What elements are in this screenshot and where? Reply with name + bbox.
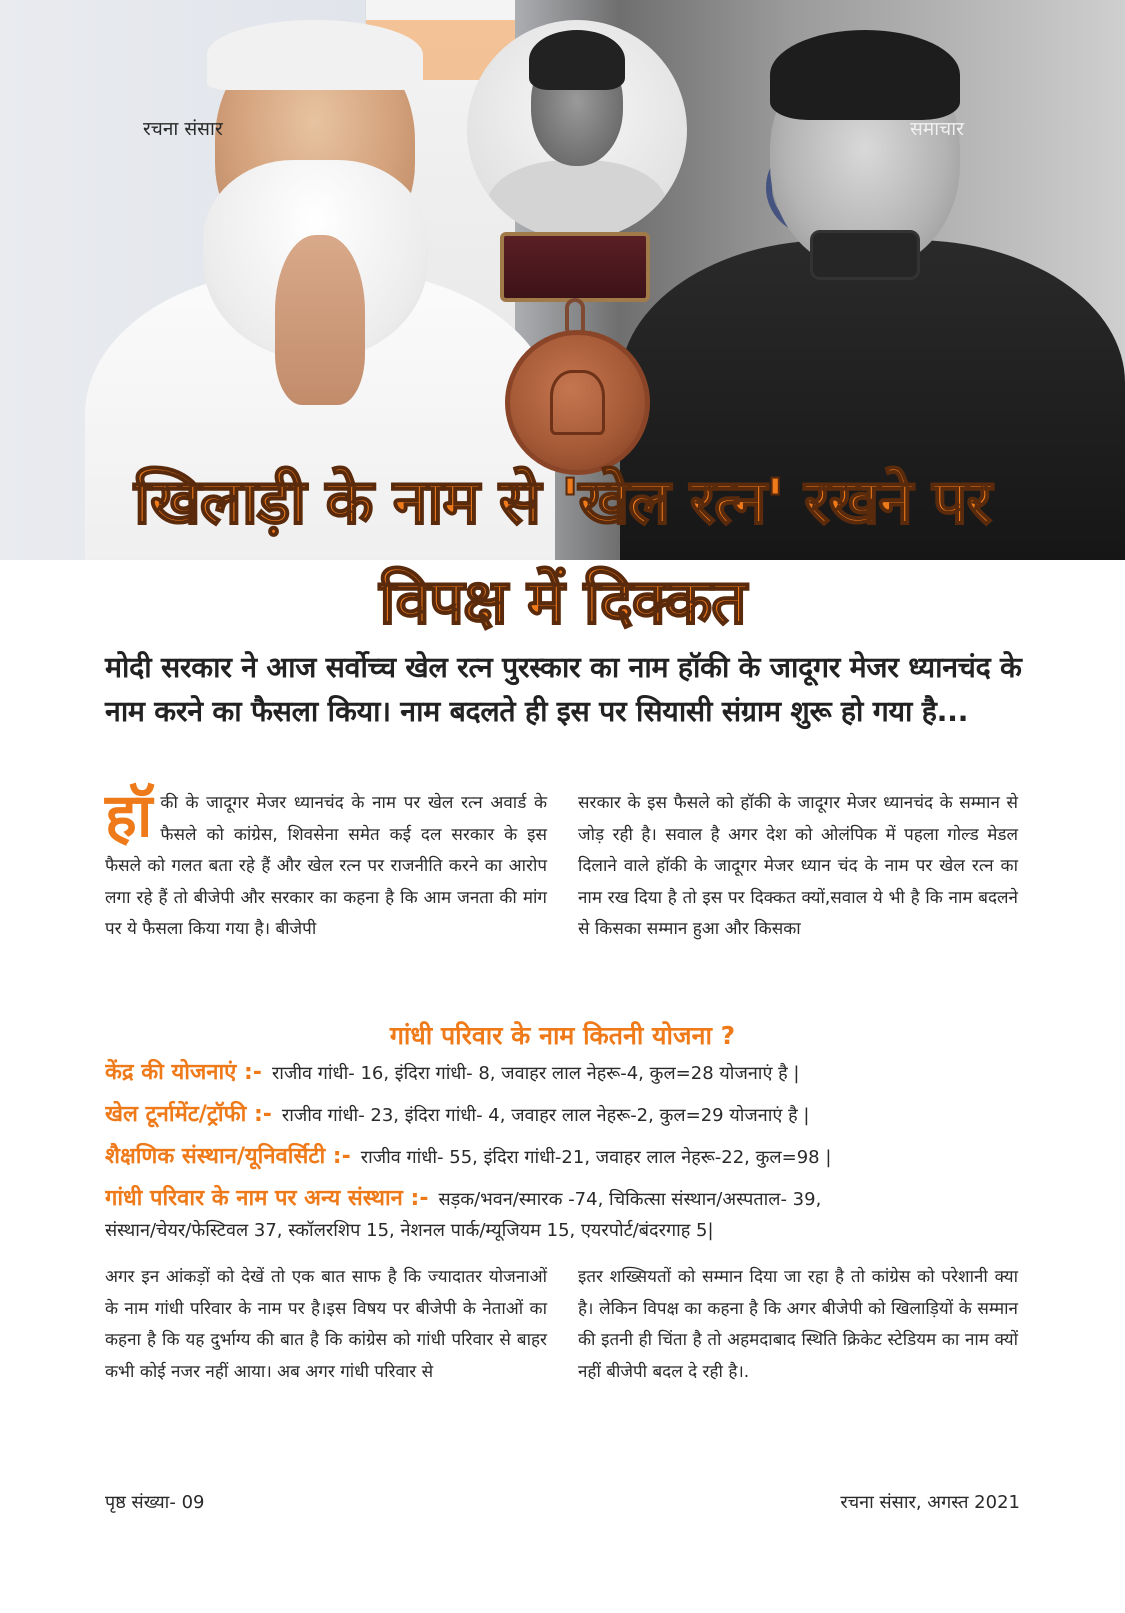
info-row-text: राजीव गांधी- 16, इंदिरा गांधी- 8, जवाहर लाल नेहरू-4, कुल=28 योजनाएं है | [271,1063,800,1084]
subheadline: मोदी सरकार ने आज सर्वोच्च खेल रत्न पुरस्कार का नाम हॉकी के जादूगर मेजर ध्यानचंद के नाम करने का फैसला किया। नाम बदलते ही इस पर सियासी संग्राम शुरू हो गया है... [105,651,1022,728]
headline-line-1: खिलाड़ी के नाम से 'खेल रत्न' रखने पर [134,465,991,538]
info-row-text: राजीव गांधी- 55, इंदिरा गांधी-21, जवाहर लाल नेहरू-22, कुल=98 | [360,1147,832,1168]
issue-info: रचना संसार, अगस्त 2021 [840,1492,1020,1513]
info-row [105,1056,1030,1086]
info-row-label: केंद्र की योजनाएं :- [105,1060,262,1085]
info-row-label: गांधी परिवार के नाम पर अन्य संस्थान :- [105,1186,429,1211]
photo-center-portrait [467,20,687,240]
article-column-2: सरकार के इस फैसले को हॉकी के जादूगर मेजर ध्यानचंद के सम्मान से जोड़ रही है। सवाल है अगर देश को ओलंपिक में पहला गोल्ड मेडल दिलाने वाले हॉकी के जादूगर मेजर ध्यान चंद के नाम पर खेल रत्न का नाम रख दिया है तो इस पर दिक्कत क्यों,सवाल ये भी है कि नाम बदलने से किसका सम्मान हुआ और किसका [578,793,1018,939]
article-column-4: इतर शख्सियतों को सम्मान दिया जा रहा है तो कांग्रेस को परेशानी क्या है। लेकिन विपक्ष का कहना है कि अगर बीजेपी को खिलाड़ियों के सम्मान की इतनी ही चिंता है तो अहमदाबाद स्थिति क्रिकेट स्टेडियम का नाम क्यों नहीं बीजेपी बदल दे रही है।. [578,1267,1018,1382]
medal-ribbon [500,232,650,302]
article-column-1-text: की के जादूगर मेजर ध्यानचंद के नाम पर खेल रत्न अवार्ड के फैसले को कांग्रेस, शिवसेना समेत कई दल सरकार के इस फैसले को गलत बता रहे हैं और खेल रत्न पर राजनीति करने का आरोप लगा रहे हैं तो बीजेपी और सरकार का कहना है कि आम जनता की मांग पर ये फैसला किया गया है। बीजेपी [105,793,547,939]
info-box-title: गांधी परिवार के नाम कितनी योजना ? [389,1021,736,1050]
info-row [105,1140,1030,1170]
page-number: पृष्ठ संख्या- 09 [105,1492,205,1513]
info-row-label: खेल टूर्नामेंट/ट्रॉफी :- [105,1102,272,1127]
hero-label-right: समाचार [910,118,964,140]
article-column-1 [105,781,547,946]
info-row-text: राजीव गांधी- 23, इंदिरा गांधी- 4, जवाहर लाल नेहरू-2, कुल=29 योजनाएं है | [281,1105,810,1126]
headline-line-2: विपक्ष में दिक्कत [379,565,746,638]
drop-cap: हॉ [105,781,153,851]
info-row-text: सड़क/भवन/स्मारक -74, चिकित्सा संस्थान/अस्पताल- 39, [438,1189,822,1210]
info-row-continuation: संस्थान/चेयर/फेस्टिवल 37, स्कॉलरशिप 15, नेशनल पार्क/म्यूजियम 15, एयरपोर्ट/बंदरगाह 5| [105,1220,714,1241]
info-row [105,1182,1030,1212]
info-row-label: शैक्षणिक संस्थान/यूनिवर्सिटी :- [105,1144,351,1169]
medal-icon [505,330,650,475]
hero-label-left: रचना संसार [143,118,223,140]
article-column-3: अगर इन आंकड़ों को देखें तो एक बात साफ है कि ज्यादातर योजनाओं के नाम गांधी परिवार के नाम पर है।इस विषय पर बीजेपी के नेताओं का कहना है कि यह दुर्भाग्य की बात है कि कांग्रेस को गांधी परिवार से बाहर कभी कोई नजर नहीं आया। अब अगर गांधी परिवार से [105,1267,547,1382]
info-row [105,1098,1030,1128]
